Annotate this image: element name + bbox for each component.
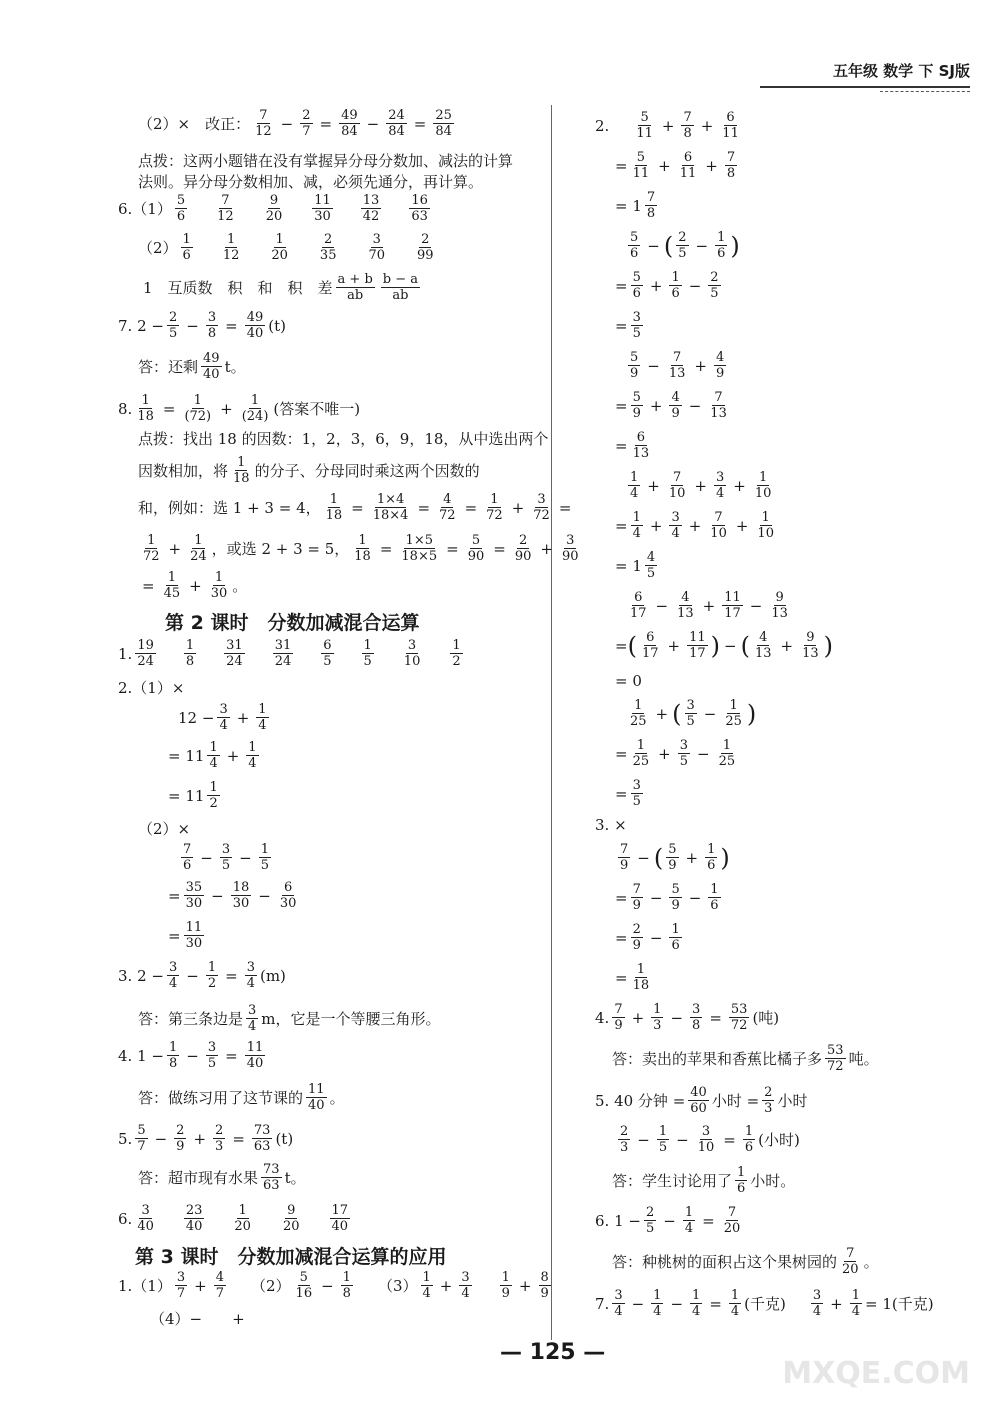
tip-line: 法则。异分母分数相加、减，必须先通分，再计算。: [138, 173, 484, 191]
section-title: 第 2 课时 分数加减混合运算: [165, 612, 420, 634]
calc-line: $\frac{6}{17}$ − $\frac{4}{13}$ + $\frac{11}{17}$ − $\frac{9}{13}$: [630, 590, 788, 621]
answer-line: 答：还剩 $\frac{49}{40}$ t。: [138, 351, 246, 382]
answer-line: 7. $\frac{3}{4}$ − $\frac{1}{4}$ − $\frac{1}{4}$ = $\frac{1}{4}$ (千克) $\frac{3}{4}$ + $\frac{1}{4}$ = 1(千克): [595, 1288, 934, 1319]
tip-line: 和，例如：选 1 + 3 = 4， $\frac{1}{18}$ = $\frac{1\times 4}{18\times 4}$ = $\frac{4}{72}$ = $\frac{1}{72}$ + $\frac{3}{72}$ =: [138, 492, 572, 523]
answer-line: 3. 2 − $\frac{3}{4}$ − $\frac{1}{2}$ = $\frac{3}{4}$ (m): [118, 960, 286, 991]
calc-line: $\frac{7}{9}$ − ( $\frac{5}{9}$ + $\frac{1}{6}$ ): [620, 842, 730, 873]
tip-line: 点拨：找出 18 的因数：1，2，3，6，9，18，从中选出两个: [138, 430, 549, 448]
section-title: 第 3 课时 分数加减混合运算的应用: [135, 1246, 447, 1268]
calc-line: = $\frac{7}{9}$ − $\frac{5}{9}$ − $\frac{1}{6}$: [615, 882, 719, 913]
answer-line: 3. ×: [595, 816, 627, 834]
answer-line: 1.（1） $\frac{3}{7}$ + $\frac{4}{7}$ （2） $\frac{5}{16}$ − $\frac{1}{8}$ （3） $\frac{1}{4}$ + $\frac{3}{4}$ $\frac{1}{9}$ + $\frac{8}{9}$: [118, 1270, 549, 1301]
header-rule: [760, 86, 970, 88]
answer-line: 答：学生讨论用了 $\frac{1}{6}$ 小时。: [612, 1165, 796, 1196]
calc-line: = $\frac{1}{4}$ + $\frac{3}{4}$ + $\frac{7}{10}$ + $\frac{1}{10}$: [615, 510, 774, 541]
answer-line: 2.（1）×: [118, 679, 185, 697]
answer-line: 4. $\frac{7}{9}$ + $\frac{1}{3}$ − $\frac{3}{8}$ = $\frac{53}{72}$ (吨): [595, 1002, 780, 1033]
calc-line: = $\frac{5}{11}$ + $\frac{6}{11}$ + $\frac{7}{8}$: [615, 150, 736, 181]
calc-line: = $\frac{2}{9}$ − $\frac{1}{6}$: [615, 922, 680, 953]
tip-line: 因数相加，将 $\frac{1}{18}$ 的分子、分母同时乘这两个因数的: [138, 455, 480, 486]
answer-line: 1 互质数 积 和 积 差 $\frac{a + b}{ab}$ $\frac{b - a}{ab}$: [143, 272, 419, 303]
answer-line: （4）− +: [150, 1310, 245, 1328]
answer-line: 答：第三条边是 $\frac{3}{4}$ m，它是一个等腰三角形。: [138, 1003, 441, 1034]
calc-line: = $\frac{6}{13}$: [615, 430, 650, 461]
calc-line: = $\frac{35}{30}$ − $\frac{18}{30}$ − $\frac{6}{30}$: [168, 880, 297, 911]
calc-line: = 1 $\frac{4}{5}$: [615, 550, 656, 581]
answer-line: （2）× 改正： $\frac{7}{12}$ − $\frac{2}{7}$ = $\frac{49}{84}$ − $\frac{24}{84}$ = $\frac{25}{84}$: [138, 108, 452, 139]
calc-line: = $\frac{1}{25}$ + $\frac{3}{5}$ − $\frac{1}{25}$: [615, 738, 736, 769]
watermark-logo: MXQE.COM: [782, 1356, 970, 1391]
calc-line: 12 − $\frac{3}{4}$ + $\frac{1}{4}$: [178, 702, 267, 733]
answer-line: 2. $\frac{5}{11}$ + $\frac{7}{8}$ + $\frac{6}{11}$: [595, 110, 739, 141]
answer-line: 5. 40 分钟 = $\frac{40}{60}$ 小时 = $\frac{2}{3}$ 小时: [595, 1085, 808, 1116]
calc-line: $\frac{2}{3}$ − $\frac{1}{5}$ − $\frac{3}{10}$ = $\frac{1}{6}$ (小时): [620, 1124, 800, 1155]
calc-line: = 1 $\frac{7}{8}$: [615, 190, 656, 221]
answer-line: 1. $\frac{19}{24}$ $\frac{1}{8}$ $\frac{31}{24}$ $\frac{31}{24}$ $\frac{6}{5}$ $\frac{1}{5}$ $\frac{3}{10}$ $\frac{1}{2}$: [118, 638, 461, 669]
calc-line: $\frac{1}{25}$ + ( $\frac{3}{5}$ − $\frac{1}{25}$ ): [630, 698, 757, 729]
calc-line: = $\frac{5}{9}$ + $\frac{4}{9}$ − $\frac{7}{13}$: [615, 390, 727, 421]
column-divider: [551, 105, 552, 1340]
answer-line: 答：做练习用了这节课的 $\frac{11}{40}$ 。: [138, 1082, 345, 1113]
calc-line: = $\frac{1}{18}$: [615, 962, 650, 993]
answer-line: 4. 1 − $\frac{1}{8}$ − $\frac{3}{5}$ = $\frac{11}{40}$: [118, 1040, 264, 1071]
answer-line: （2） $\frac{1}{6}$ $\frac{1}{12}$ $\frac{1}{20}$ $\frac{2}{35}$ $\frac{3}{70}$ $\frac{2}{99}$: [138, 232, 434, 263]
calc-line: = 11 $\frac{1}{4}$ + $\frac{1}{4}$: [168, 740, 257, 771]
tip-line: = $\frac{1}{45}$ + $\frac{1}{30}$ 。: [142, 570, 248, 601]
calc-line: = ( $\frac{6}{17}$ + $\frac{11}{17}$ ) − ( $\frac{4}{13}$ + $\frac{9}{13}$ ): [615, 630, 833, 661]
calc-line: $\frac{1}{4}$ + $\frac{7}{10}$ + $\frac{3}{4}$ + $\frac{1}{10}$: [630, 470, 772, 501]
calc-line: = 11 $\frac{1}{2}$: [168, 780, 218, 811]
tip-line: $\frac{1}{72}$ + $\frac{1}{24}$ ，或选 2 + 3 = 5， $\frac{1}{18}$ = $\frac{1\times 5}{18\times 5}$ = $\frac{5}{90}$ = $\frac{2}{90}$ + $\frac{3}{90}$: [143, 533, 579, 564]
answer-line: 6.（1） $\frac{5}{6}$ $\frac{7}{12}$ $\frac{9}{20}$ $\frac{11}{30}$ $\frac{13}{42}$ $\frac{16}{63}$: [118, 193, 428, 224]
calc-line: = $\frac{5}{6}$ + $\frac{1}{6}$ − $\frac{2}{5}$: [615, 270, 719, 301]
answer-line: （2）×: [138, 820, 191, 838]
header-rule-dashed: [880, 91, 970, 92]
answer-line: 7. 2 − $\frac{2}{5}$ − $\frac{3}{8}$ = $\frac{49}{40}$ (t): [118, 310, 286, 341]
page-header: 五年级 数学 下 SJ版: [832, 62, 970, 80]
calc-line: = $\frac{3}{5}$: [615, 778, 641, 809]
tip-line: 点拨：这两小题错在没有掌握异分母分数加、减法的计算: [138, 152, 514, 170]
calc-line: = $\frac{3}{5}$: [615, 310, 641, 341]
answer-line: 5. $\frac{5}{7}$ − $\frac{2}{9}$ + $\frac{2}{3}$ = $\frac{73}{63}$ (t): [118, 1123, 294, 1154]
answer-line: 6. $\frac{3}{40}$ $\frac{23}{40}$ $\frac{1}{20}$ $\frac{9}{20}$ $\frac{17}{40}$: [118, 1203, 349, 1234]
calc-line: $\frac{5}{6}$ − ( $\frac{2}{5}$ − $\frac{1}{6}$ ): [630, 230, 740, 261]
calc-line: $\frac{5}{9}$ − $\frac{7}{13}$ + $\frac{4}{9}$: [630, 350, 725, 381]
answer-line: 答：超市现有水果 $\frac{73}{63}$ t。: [138, 1162, 306, 1193]
page-number: — 125 —: [500, 1340, 606, 1365]
calc-line: = 0: [615, 672, 642, 690]
calc-line: $\frac{7}{6}$ − $\frac{3}{5}$ − $\frac{1}{5}$: [183, 842, 269, 873]
answer-line: 答：卖出的苹果和香蕉比橘子多 $\frac{53}{72}$ 吨。: [612, 1043, 879, 1074]
answer-line: 答：种桃树的面积占这个果树园的 $\frac{7}{20}$ 。: [612, 1246, 879, 1277]
answer-line: 8. $\frac{1}{18}$ = $\frac{1}{(72)}$ + $\frac{1}{(24)}$ (答案不唯一): [118, 393, 361, 424]
answer-line: 6. 1 − $\frac{2}{5}$ − $\frac{1}{4}$ = $\frac{7}{20}$: [595, 1205, 741, 1236]
calc-line: = $\frac{11}{30}$: [168, 920, 203, 951]
